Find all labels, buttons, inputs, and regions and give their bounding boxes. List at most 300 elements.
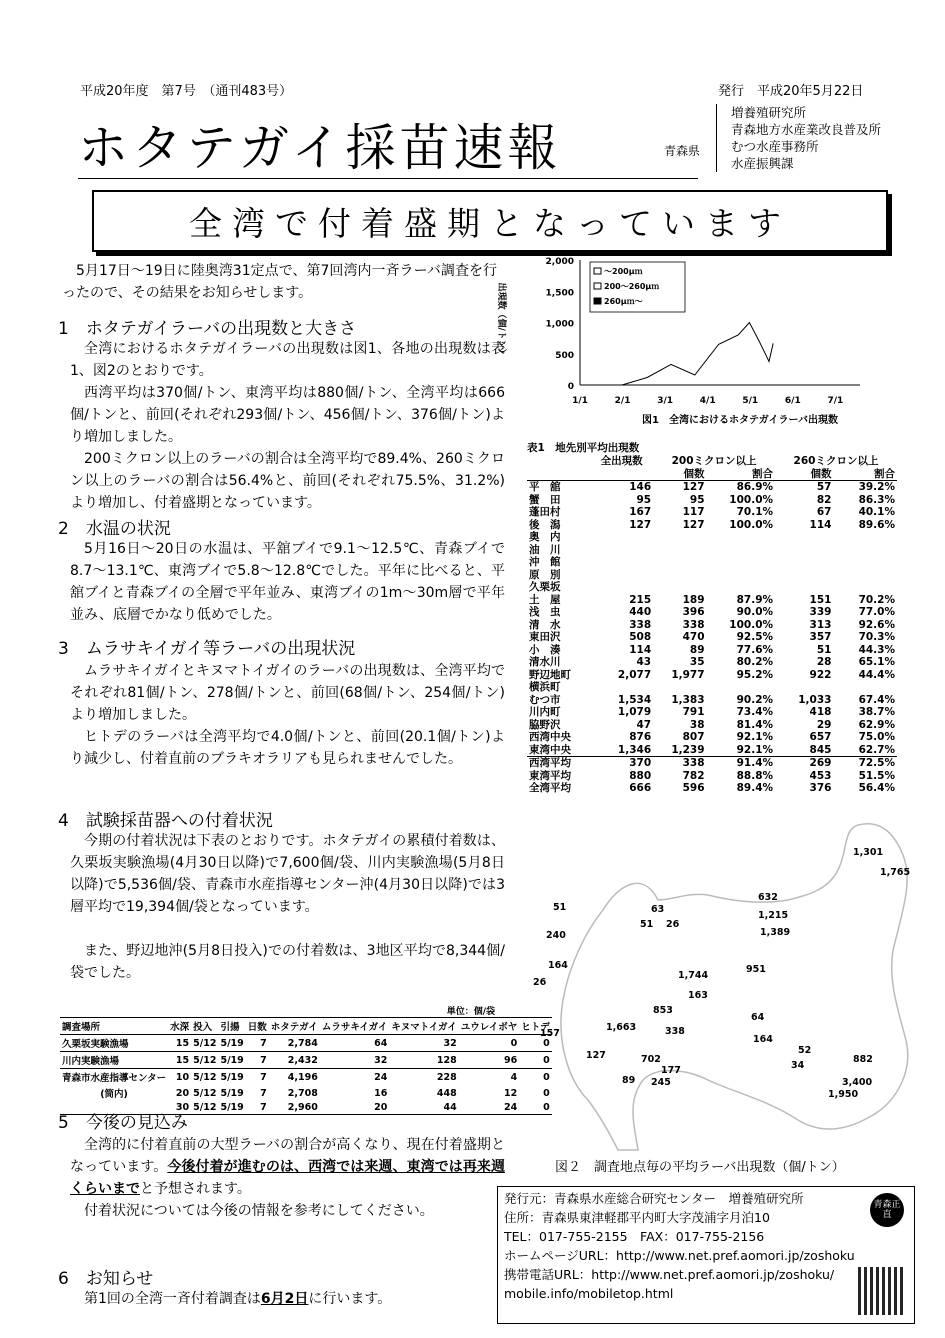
table-cell: 5/19 [220, 1102, 244, 1113]
table2-header: 投入 [193, 1022, 213, 1033]
s5-text-a: 全湾的に付着直前の大型ラーバの割合が高くなり、現在付着盛期となっています。 [70, 1137, 505, 1175]
table-cell: 880 [629, 769, 652, 782]
table-cell: 127 [629, 518, 652, 531]
table-cell: 47 [636, 718, 652, 731]
table-cell: 29 [816, 718, 832, 731]
table-row [527, 569, 897, 582]
table-cell: 67 [816, 506, 832, 518]
table-cell: 16 [374, 1087, 388, 1099]
mobile-link-cont[interactable]: mobile.info/mobiletop.html [504, 1286, 674, 1301]
table-cell: 657 [809, 731, 832, 743]
table-cell [707, 581, 776, 594]
map-station-label: 34 [791, 1060, 805, 1071]
table-cell [833, 569, 897, 582]
headline: 全湾で付着盛期となっています [189, 203, 791, 243]
table-cell: 0 [510, 1037, 518, 1049]
table-cell [653, 556, 706, 569]
table-cell: 後 潟 [529, 518, 561, 531]
table-cell: 東湾平均 [529, 769, 571, 782]
larvae-chart [496, 250, 905, 435]
table-cell: 82 [816, 493, 832, 506]
table-cell: 44.4% [858, 668, 895, 681]
table-row [527, 544, 897, 557]
table-cell: 0 [543, 1037, 550, 1049]
table-cell: 12 [504, 1087, 518, 1099]
table-row [527, 631, 897, 644]
table-cell: 5/12 [193, 1071, 217, 1083]
table-cell: 24 [374, 1071, 388, 1083]
table-cell: 92.1% [736, 743, 774, 756]
table-cell: 7 [260, 1037, 267, 1049]
table-cell: 清 水 [529, 618, 561, 631]
table-row [527, 744, 897, 757]
table-cell: 久栗坂 [529, 581, 561, 593]
table-cell: 95 [689, 493, 705, 506]
table-cell: 15 [175, 1054, 190, 1066]
table-cell: 44.3% [858, 643, 895, 656]
table-cell: 67.4% [858, 693, 895, 706]
table-cell: 1,977 [671, 668, 705, 681]
map-station-label: 64 [751, 1012, 765, 1023]
table-cell: 浅 虫 [529, 606, 561, 618]
table-cell: 807 [682, 731, 705, 743]
table-cell: 70.1% [736, 506, 774, 518]
table-cell: 151 [809, 593, 832, 606]
table-cell: 5/19 [220, 1054, 244, 1066]
map-station-label: 51 [553, 902, 567, 913]
table-unit: 単位：個/袋 [446, 1007, 495, 1017]
table-cell: 114 [629, 643, 652, 656]
table-cell: 73.4% [736, 706, 774, 718]
table-cell: 2,784 [287, 1037, 318, 1049]
map-station-label: 338 [665, 1026, 685, 1037]
table-cell: 92.1% [736, 731, 774, 743]
section-3-p2: ヒトデのラーバは全湾平均で4.0個/トンと、前回(20.1個/トン)より減少し、付着直前のブラキオラリアも見られませんでした。 [70, 729, 505, 767]
map-station-label: 177 [661, 1065, 681, 1076]
s6-text-a: 第1回の全湾一斉付着調査は [84, 1291, 261, 1307]
table-cell [653, 544, 706, 557]
table-row [527, 481, 897, 494]
table-cell: 396 [682, 606, 705, 618]
table-cell: 油 川 [529, 543, 561, 556]
table-cell: 77.0% [858, 606, 895, 618]
title-rule [78, 178, 698, 179]
table-cell: 86.9% [736, 481, 774, 493]
table-cell: 28 [816, 656, 832, 668]
intro-paragraph: 5月17日～19日に陸奥湾31定点で、第7回湾内一斉ラーバ調査を行ったので、その結果をお知らせします。 [62, 263, 497, 301]
table-cell: 167 [629, 506, 652, 518]
table-cell: 20 [374, 1102, 388, 1113]
table-cell: 4 [510, 1071, 518, 1083]
map-station-label: 164 [753, 1034, 773, 1045]
section-3-p1: ムラサキイガイとキヌマトイガイのラーバの出現数は、全湾平均でそれぞれ81個/トン、278個/トンと、前回(68個/トン、254個/トン)より増加しました。 [70, 663, 505, 723]
table-cell: 蓬田村 [529, 506, 561, 518]
table-cell: 114 [809, 518, 832, 531]
table-cell: 62.7% [858, 743, 895, 756]
table-cell: 沖 館 [529, 556, 561, 568]
table2-header: ヒトデ [521, 1022, 550, 1033]
table-cell [833, 681, 897, 694]
table-cell: 1,346 [617, 743, 652, 756]
legend-swatch [594, 283, 601, 289]
table-cell: 0 [543, 1102, 550, 1113]
table-row [60, 1052, 552, 1069]
map-station-label: 245 [651, 1077, 671, 1088]
table-cell [653, 569, 706, 582]
table-row [60, 1035, 552, 1052]
table-cell: 川内実験漁場 [62, 1056, 120, 1067]
table-cell: 清水川 [529, 656, 561, 668]
organization-list [716, 104, 881, 172]
table-cell: 70.2% [858, 593, 895, 606]
table2-header: ユウレイボヤ [460, 1022, 518, 1033]
table-cell: 51.5% [858, 769, 895, 782]
table-cell: 久栗坂実験漁場 [62, 1039, 129, 1050]
table-cell: 野辺地町 [529, 668, 571, 681]
legend-entry: ～200μｍ [604, 267, 643, 276]
table-cell: 72.5% [858, 757, 895, 769]
publish-date: 発行 平成20年5月22日 [718, 84, 864, 99]
table-cell: 269 [809, 757, 832, 769]
table-cell: 127 [682, 481, 705, 493]
table-cell: 原 別 [529, 568, 561, 581]
table-cell: 44 [443, 1102, 457, 1113]
map-station-label: 164 [548, 960, 568, 971]
table-cell: 508 [629, 631, 652, 643]
table-cell [653, 581, 706, 594]
table-cell: 127 [682, 518, 705, 531]
table-cell: 5/12 [193, 1054, 217, 1066]
map-station-label: 1,215 [758, 910, 789, 921]
table-cell: 596 [682, 782, 705, 794]
table-cell [775, 681, 833, 694]
table-cell: 70.3% [858, 631, 895, 643]
table2-header: 引揚 [220, 1022, 240, 1033]
table-cell: 876 [629, 731, 652, 743]
map-station-label: 51 [640, 919, 654, 930]
table-row [527, 782, 897, 795]
table1-subheader [527, 468, 590, 481]
table-cell: 32 [443, 1037, 457, 1049]
table-cell: 57 [816, 481, 832, 493]
section-2-p1: 5月16日～20日の水温は、平舘ブイで9.1～12.5℃、青森ブイで8.7～13.1℃、東湾ブイで5.8～12.8℃でした。平年に比べると、平舘ブイと青森ブイの全層で平年並み、東湾ブイの1m～30m層で平年並み、底層でかなり低めでした。 [70, 541, 505, 623]
table-cell: 89.6% [858, 518, 895, 531]
table-cell: 88.8% [736, 769, 774, 782]
x-tick-label: 2/1 [614, 396, 631, 406]
legend-entry: 200～260μｍ [604, 282, 660, 291]
address-line: 住所：青森県東津軽郡平内町大字茂浦字月泊10 [504, 1210, 770, 1225]
table-cell: 64 [374, 1037, 388, 1049]
table-cell: 791 [682, 706, 705, 718]
legend-swatch [594, 268, 601, 274]
map-station-label: 163 [688, 990, 708, 1001]
table-cell: 2,960 [287, 1102, 318, 1113]
org-item: 青森地方水産業改良普及所 [731, 122, 882, 137]
table-cell: 蟹 田 [529, 493, 561, 506]
table-row [527, 656, 897, 669]
table-cell [775, 569, 833, 582]
table2-header: 水深 [170, 1022, 190, 1033]
table-row [527, 669, 897, 682]
table-cell: 東湾中央 [529, 743, 571, 756]
table-cell [590, 556, 653, 569]
table-cell: 228 [436, 1071, 457, 1083]
table-row [527, 770, 897, 783]
seal-logo: 青森正直 [870, 1193, 904, 1227]
table-row [527, 719, 897, 732]
table-cell: 313 [809, 618, 832, 631]
table-cell: 35 [689, 656, 705, 668]
table-cell: 922 [809, 668, 832, 681]
bay-outline [561, 824, 911, 1150]
table-cell: 128 [436, 1054, 457, 1066]
table-cell: 65.1% [858, 656, 895, 668]
table-cell: 1,079 [617, 706, 652, 718]
map-station-label: 240 [546, 930, 566, 941]
table-row [527, 494, 897, 507]
map-caption: 図２ 調査地点毎の平均ラーバ出現数（個/トン） [555, 1160, 845, 1175]
table-cell: 40.1% [858, 506, 895, 518]
table-cell: 96 [504, 1054, 518, 1066]
table-cell: 川内町 [529, 706, 561, 718]
table-cell: 470 [682, 631, 705, 643]
table-cell: 90.0% [736, 606, 774, 618]
table1-caption: 表1 地先別平均出現数 [527, 442, 640, 454]
table-cell: 5/12 [193, 1102, 217, 1113]
table-cell: 0 [543, 1087, 550, 1099]
table-row [527, 694, 897, 707]
section-5-p2: 付着状況については今後の情報を参考にしてください。 [84, 1203, 434, 1219]
table-cell: 0 [543, 1071, 550, 1083]
org-item: 水産振興課 [731, 156, 794, 171]
table-cell: 453 [809, 769, 832, 782]
table-cell: 38.7% [858, 706, 895, 718]
map-station-label: 1,663 [606, 1022, 637, 1033]
table-cell: 10 [175, 1071, 190, 1083]
map-station-label: 702 [641, 1054, 661, 1065]
table-row [527, 506, 897, 519]
table-cell: 土 屋 [529, 593, 561, 606]
section-4-p1: 今期の付着状況は下表のとおりです。ホタテガイの累積付着数は、久栗坂実験漁場(4月30日以降)で7,600個/袋、川内実験漁場(5月8日以降)で5,536個/袋、青森市水産指導センター沖(4月30日以降)では3層平均で19,394個/袋となっています。 [70, 833, 505, 915]
table-row [527, 731, 897, 744]
map-station-label: 1,389 [760, 927, 791, 938]
org-item: 増養殖研究所 [731, 105, 807, 120]
table1-header: 200ミクロン以上 [671, 455, 757, 467]
table-cell: 146 [629, 481, 652, 493]
table-cell: 奥 内 [529, 531, 561, 543]
table-cell: 95.2% [736, 668, 774, 681]
contact-box [497, 1186, 915, 1324]
table-cell: 38 [689, 718, 705, 731]
table-cell: 75.0% [858, 731, 895, 743]
table-cell: 338 [629, 618, 652, 631]
section-6-title: 6 お知らせ [58, 1269, 154, 1289]
bay-map [508, 800, 928, 1160]
table-cell: 平 舘 [529, 481, 561, 493]
table-cell [707, 544, 776, 557]
table-cell: 89.4% [736, 782, 774, 794]
s6-date-emphasis: 6月2日 [260, 1291, 309, 1307]
table-cell: 5/19 [220, 1071, 244, 1083]
table-cell: 62.9% [858, 718, 895, 731]
section-5-title: 5 今後の見込み [58, 1113, 188, 1133]
table-row [527, 519, 897, 532]
issue-number: 平成20年度 第7号 （通刊483号） [80, 84, 293, 99]
table-cell: 39.2% [858, 481, 895, 493]
table-row [527, 581, 897, 594]
table-row [60, 1085, 552, 1101]
table-cell: 92.5% [736, 631, 774, 643]
table-cell: 418 [809, 706, 832, 718]
table-cell: 5/19 [220, 1087, 244, 1099]
table-cell: 1,239 [671, 743, 705, 756]
section-1-p1: 全湾におけるホタテガイラーバの出現数は図1、各地の出現数は表1、図2のとおりです。 [70, 341, 505, 379]
table-cell: 青森市水産指導センター [62, 1073, 167, 1084]
table2-header: ホタテガイ [270, 1022, 318, 1033]
section-6-p1 [70, 1288, 505, 1310]
table-cell: 215 [629, 593, 652, 606]
table-cell: 51 [816, 643, 832, 656]
table-cell: 20 [175, 1087, 190, 1099]
table-cell: 100.0% [729, 493, 774, 506]
table-cell: むつ市 [529, 693, 561, 706]
table-cell [707, 569, 776, 582]
table-cell: 1,534 [617, 693, 652, 706]
section-4-p2: また、野辺地沖(5月8日投入)での付着数は、3地区平均で8,344個/袋でした。 [70, 943, 505, 981]
table-cell: 15 [175, 1037, 190, 1049]
table-cell [590, 569, 653, 582]
map-station-label: 26 [666, 919, 680, 930]
table-cell: 782 [682, 769, 705, 782]
qr-code-icon[interactable] [858, 1267, 906, 1315]
phone-line: TEL：017-755-2155 FAX：017-755-2156 [504, 1229, 765, 1244]
table-cell: 7 [260, 1102, 267, 1113]
headline-box [92, 190, 888, 252]
table-cell: 117 [682, 506, 705, 518]
table-cell [590, 681, 653, 694]
table-cell: 5/12 [193, 1087, 217, 1099]
homepage-link[interactable]: ホームページURL：http://www.net.pref.aomori.jp/zoshoku [504, 1248, 855, 1263]
table1-subheader: 割合 [752, 467, 774, 480]
map-station-label: 1,950 [828, 1089, 859, 1100]
section-1-title: 1 ホタテガイラーバの出現数と大きさ [58, 319, 357, 339]
table1-subheader: 個数 [810, 467, 832, 480]
map-station-label: 1,765 [880, 867, 911, 878]
table1-header: 全出現数 [600, 455, 643, 467]
table-cell: 56.4% [858, 782, 895, 794]
table-cell: 339 [809, 606, 832, 618]
map-station-label: 853 [653, 1005, 673, 1016]
table-row [527, 531, 897, 544]
table-cell: 東田沢 [529, 631, 561, 643]
table2-header: 日数 [247, 1022, 267, 1033]
table-cell: 小 湊 [529, 643, 561, 656]
x-tick-label: 6/1 [784, 396, 801, 406]
table-cell: 666 [629, 782, 652, 794]
table2-header: キヌマトイガイ [391, 1022, 457, 1033]
table-cell: 80.2% [736, 656, 774, 668]
s5-text-c: と予想されます。 [140, 1181, 251, 1197]
table-cell: 横浜町 [529, 681, 561, 693]
table-cell [653, 681, 706, 694]
table-cell: 全湾平均 [529, 782, 571, 794]
table-cell: 西湾平均 [529, 757, 571, 769]
y-tick-label: 500 [555, 350, 574, 361]
table-cell: 357 [809, 631, 832, 643]
table-cell: 189 [682, 593, 705, 606]
section-4-title: 4 試験採苗器への付着状況 [58, 811, 273, 831]
table-cell: 448 [436, 1087, 457, 1099]
table-cell: 1,033 [798, 693, 832, 706]
table-cell: 脇野沢 [529, 718, 561, 731]
table-cell: 24 [504, 1102, 518, 1113]
map-station-label: 1,301 [853, 847, 884, 858]
table-cell [707, 681, 776, 694]
x-tick-label: 7/1 [827, 396, 844, 406]
table1-subheader: 個数 [683, 467, 705, 480]
table-cell [590, 544, 653, 557]
table-cell [775, 556, 833, 569]
table-cell [775, 531, 833, 544]
table1-subheader [590, 468, 653, 481]
table1-header: 260ミクロン以上 [793, 455, 879, 467]
map-station-label: 157 [540, 1028, 560, 1039]
table-row [527, 606, 897, 619]
table-cell: 7 [260, 1054, 267, 1066]
x-tick-label: 1/1 [572, 396, 588, 406]
table-cell: (筒内) [100, 1089, 128, 1100]
mobile-link[interactable]: 携帯電話URL：http://www.net.pref.aomori.jp/zoshoku/ [504, 1267, 835, 1282]
org-item: むつ水産事務所 [731, 139, 819, 154]
table-cell: 376 [809, 782, 832, 794]
table-cell: 4,196 [287, 1071, 318, 1083]
y-tick-label: 0 [567, 382, 574, 392]
table-cell [653, 531, 706, 544]
chart-title: 図1 全湾におけるホタテガイラーバ出現数 [642, 415, 838, 426]
map-station-label: 63 [651, 904, 665, 915]
table-cell: 91.4% [736, 757, 774, 769]
table-cell: 100.0% [729, 618, 774, 631]
y-tick-label: 1,500 [545, 288, 574, 299]
prefecture-label: 青森県 [664, 144, 701, 158]
table-cell: 77.6% [736, 643, 774, 656]
section-5-p1 [70, 1134, 505, 1200]
table-cell [775, 544, 833, 557]
table-cell [833, 581, 897, 594]
table2-header: 調査場所 [62, 1022, 101, 1033]
table-row [60, 1069, 552, 1086]
x-tick-label: 3/1 [657, 396, 674, 406]
table-cell: 86.3% [858, 493, 895, 506]
table-cell: 338 [682, 757, 705, 769]
table-cell: 89 [689, 643, 705, 656]
table-cell: 1,383 [671, 693, 705, 706]
table-cell [775, 581, 833, 594]
newsletter-title: ホタテガイ採苗速報 [78, 119, 562, 177]
table-row [527, 556, 897, 569]
table-cell: 81.4% [736, 718, 774, 731]
section-1-p3: 200ミクロン以上のラーバの割合は全湾平均で89.4%、260ミクロン以上のラーバの割合は56.4%と、前回(それぞれ75.5%、31.2%)より増加し、付着盛期となっています。 [70, 451, 505, 511]
section-2-title: 2 水温の状況 [58, 519, 171, 539]
map-station-label: 3,400 [842, 1077, 873, 1088]
table-cell: 32 [374, 1054, 388, 1066]
legend-swatch [594, 298, 601, 304]
map-station-label: 52 [798, 1045, 812, 1056]
table-cell [833, 531, 897, 544]
table-cell [833, 544, 897, 557]
map-station-label: 632 [758, 892, 778, 903]
y-tick-label: 2,000 [545, 257, 574, 267]
